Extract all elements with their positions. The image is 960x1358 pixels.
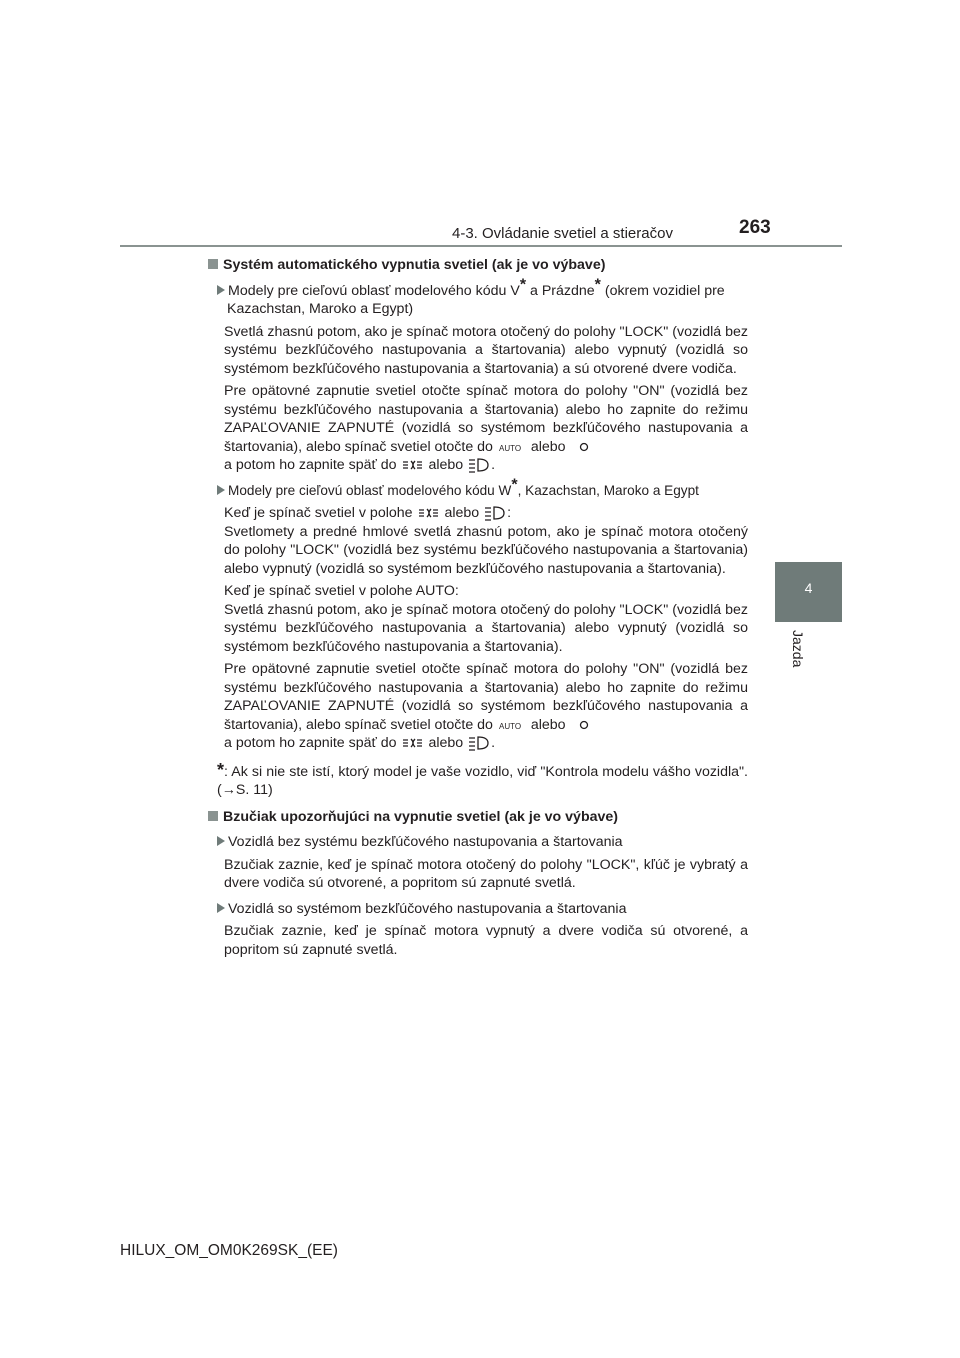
section-heading-auto-off: Systém automatického vypnutia svetiel (ak je vo výbave) [208,256,748,275]
paragraph: Pre opätovné zapnutie svetiel otočte spínač motora do polohy "ON" (vozidlá bez systému bezkľúčového nastupovania a štartovania) alebo ho zapnite do režimu ZAPAĽOVANIE ZAPNUTÉ (vozidlá so systémom bezkľúčového nastupovania a štartovania), alebo spínač svetiel otočte do AUTO alebo a potom ho zapnite späť do alebo . [224,661,748,751]
page-number: 263 [739,217,771,238]
subheading-model-w: Modely pre cieľovú oblasť modelového kódu W*, Kazachstan, Maroko a Egypt [217,482,748,501]
auto-icon [497,441,527,453]
document-code: HILUX_OM_OM0K269SK_(EE) [120,1242,338,1259]
headlight-icon [483,504,507,522]
page-header-section: 4-3. Ovládanie svetiel a stieračov [452,225,673,242]
subheading-model-v: Modely pre cieľovú oblasť modelového kódu V* a Prázdne* (okrem vozidiel pre Kazachstan, Maroko a Egypt) [217,282,748,319]
chapter-label: Jazda [790,630,806,668]
parking-lights-icon [401,457,425,473]
headlight-icon [467,734,491,752]
svg-text:AUTO: AUTO [498,443,521,453]
footnote: *: Ak si nie ste istí, ktorý model je vaše vozidlo, viď "Kontrola modelu vášho vozidla". (→S. 11) [217,759,748,798]
page-content [208,254,748,959]
subheading-no-smart-key: Vozidlá bez systému bezkľúčového nastupovania a štartovania [217,833,748,852]
section-heading-buzzer: Bzučiak upozorňujúci na vypnutie svetiel (ak je vo výbave) [208,808,748,827]
square-bullet-icon [208,259,218,269]
chapter-tab [775,562,842,622]
triangle-bullet-icon [217,285,225,295]
triangle-bullet-icon [217,903,225,913]
paragraph: Keď je spínač svetiel v polohe alebo : Svetlomety a predné hmlové svetlá zhasnú potom, ako je spínač motora otočený do polohy "LOCK" (vozidlá bez systému bezkľúčového nastupovania a štartovania) alebo vypnutý (vozidlá so systémom bezkľúčového nastupovania a štartovania). [224,505,748,577]
triangle-bullet-icon [217,485,225,495]
triangle-bullet-icon [217,836,225,846]
parking-lights-icon [401,735,425,751]
paragraph: Bzučiak zaznie, keď je spínač motora vypnutý a dvere vodiča sú otvorené, a popritom sú zapnuté svetlá. [224,923,748,958]
chapter-number: 4 [804,580,813,596]
paragraph: Pre opätovné zapnutie svetiel otočte spínač motora do polohy "ON" (vozidlá bez systému bezkľúčového nastupovania a štartovania) alebo ho zapnite do režimu ZAPAĽOVANIE ZAPNUTÉ (vozidlá so systémom bezkľúčového nastupovania a štartovania), alebo spínač svetiel otočte do AUTO alebo a potom ho zapnite späť do alebo . [224,383,748,473]
paragraph: Svetlá zhasnú potom, ako je spínač motora otočený do polohy "LOCK" (vozidlá bez systému bezkľúčového nastupovania a štartovania) alebo vypnutý (vozidlá so systémom bezkľúčového nastupovania a štartovania) a sú otvorené dvere vodiča. [224,323,748,377]
subheading-smart-key: Vozidlá so systémom bezkľúčového nastupovania a štartovania [217,900,748,919]
paragraph: Keď je spínač svetiel v polohe AUTO: Svetlá zhasnú potom, ako je spínač motora otočený do polohy "LOCK" (vozidlá bez systému bezkľúčového nastupovania a štartovania) alebo vypnutý (vozidlá so systémom bezkľúčového nastupovania a štartovania). [224,583,748,655]
square-bullet-icon [208,811,218,821]
header-rule [120,245,842,247]
svg-text:AUTO: AUTO [498,721,521,731]
paragraph: Bzučiak zaznie, keď je spínač motora otočený do polohy "LOCK", kľúč je vybratý a dvere vodiča sú otvorené, a popritom sú zapnuté svetlá. [224,856,748,891]
off-circle-icon [570,440,598,454]
parking-lights-icon [417,505,441,521]
headlight-icon [467,456,491,474]
auto-icon [497,719,527,731]
off-circle-icon [570,718,598,732]
